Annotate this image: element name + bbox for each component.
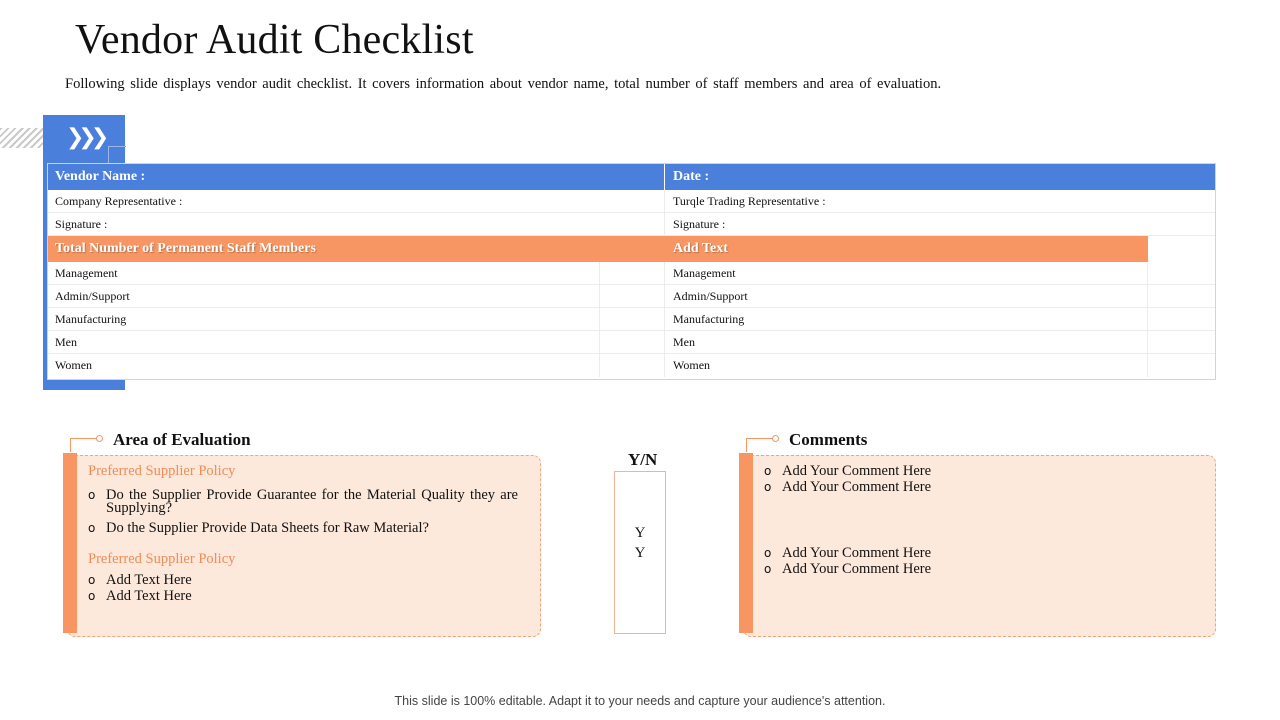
table-cell: Turqle Trading Representative : (673, 194, 826, 208)
comments-connector-line (746, 438, 774, 452)
page-title: Vendor Audit Checklist (75, 17, 474, 63)
eval-connector-dot (96, 435, 103, 442)
evaluation-item-text: Do the Supplier Provide Data Sheets for Raw Material? (106, 520, 429, 536)
table-row (48, 308, 1215, 331)
comment-text: Add Your Comment Here (782, 561, 932, 577)
evaluation-panel (67, 455, 541, 637)
table-row (48, 285, 1215, 308)
table-cell: Signature : (48, 213, 665, 235)
add-text-header: Add Text (673, 241, 728, 256)
table-cell: Women (48, 354, 600, 377)
page-subtitle: Following slide displays vendor audit checklist. It covers information about vendor name, total number of staff members and area of evaluation. (65, 76, 942, 92)
table-cell (1148, 262, 1215, 284)
table-cell (1148, 285, 1215, 307)
yn-title: Y/N (628, 450, 658, 469)
chevrons-right-icon: ❯❯❯ (66, 125, 104, 150)
table-cell: Manufacturing (48, 308, 600, 330)
evaluation-item-text: Do the Supplier Provide Guarantee for the Material Quality they are Supplying? (106, 487, 518, 516)
bullet-icon: o (88, 573, 96, 587)
vendor-checklist-table (47, 163, 1216, 380)
table-cell: Women (665, 354, 1148, 377)
table-cell: Admin/Support (665, 285, 1148, 307)
staff-count-header: Total Number of Permanent Staff Members (55, 241, 316, 256)
table-cell: Admin/Support (48, 285, 600, 307)
comment-text: Add Your Comment Here (782, 545, 932, 561)
evaluation-group-heading: Preferred Supplier Policy (88, 463, 236, 479)
bullet-icon: o (764, 480, 772, 494)
comments-connector-dot (772, 435, 779, 442)
table-cell (600, 285, 665, 307)
table-header-row (48, 164, 1215, 190)
table-cell: Men (665, 331, 1148, 353)
table-cell (600, 262, 665, 284)
evaluation-item (88, 489, 518, 515)
bullet-icon: o (88, 488, 96, 502)
table-cell: Management (48, 262, 600, 284)
yn-box (614, 471, 666, 634)
comments-panel-bar (739, 453, 753, 633)
table-cell (1148, 331, 1215, 353)
evaluation-group-heading: Preferred Supplier Policy (88, 551, 236, 567)
bullet-icon: o (764, 464, 772, 478)
footer-note: This slide is 100% editable. Adapt it to your needs and capture your audience's attention. (394, 694, 886, 708)
comment-text: Add Your Comment Here (782, 479, 932, 495)
table-cell: Company Representative : (48, 190, 665, 212)
comment-item (764, 547, 1184, 560)
table-cell: Manufacturing (665, 308, 1148, 330)
bullet-icon: o (88, 521, 96, 535)
evaluation-item-text: Add Text Here (106, 572, 192, 588)
yn-value: Y (634, 545, 646, 561)
comment-text: Add Your Comment Here (782, 463, 932, 479)
evaluation-item-text: Add Text Here (106, 588, 192, 604)
comment-item (764, 465, 1184, 478)
table-cell (1148, 308, 1215, 330)
table-cell (600, 331, 665, 353)
table-row (48, 262, 1215, 285)
bullet-icon: o (764, 562, 772, 576)
evaluation-item (88, 522, 518, 535)
comment-item (764, 481, 1184, 494)
table-row (48, 331, 1215, 354)
staff-header-row (48, 236, 1215, 262)
table-cell (1148, 354, 1215, 377)
table-cell: Signature : (673, 217, 726, 231)
table-cell: Men (48, 331, 600, 353)
yn-value: Y (634, 525, 646, 541)
table-cell (600, 308, 665, 330)
comment-item (764, 563, 1184, 576)
evaluation-panel-bar (63, 453, 77, 633)
table-cell: Management (665, 262, 1148, 284)
evaluation-item (88, 590, 518, 603)
eval-connector-line (70, 438, 98, 452)
table-row (48, 354, 1215, 377)
evaluation-item (88, 574, 518, 587)
comments-title: Comments (789, 430, 868, 449)
table-row (48, 213, 1215, 236)
table-row (48, 190, 1215, 213)
bullet-icon: o (88, 589, 96, 603)
decorative-corner-line (108, 146, 126, 164)
bullet-icon: o (764, 546, 772, 560)
table-cell (600, 354, 665, 377)
evaluation-title: Area of Evaluation (113, 430, 251, 449)
vendor-name-header: Vendor Name : (48, 164, 665, 190)
date-header: Date : (673, 169, 710, 184)
